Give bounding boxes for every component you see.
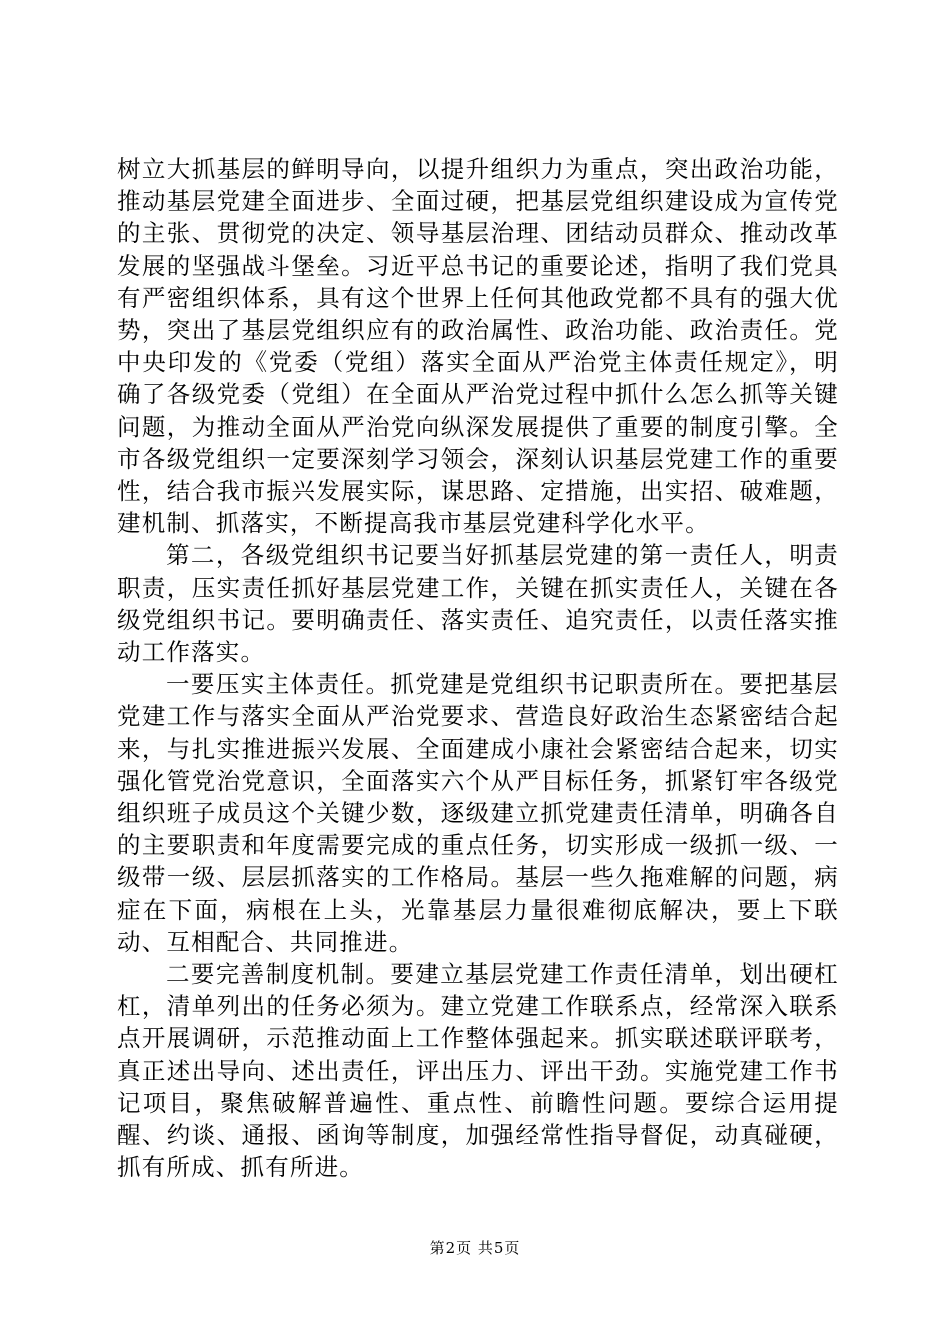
paragraph-second-point: 第二，各级党组织书记要当好抓基层党建的第一责任人，明责职责，压实责任抓好基层党建工作，关键在抓实责任人，关键在各级党组织书记。要明确责任、落实责任、追究责任，以责任落实推动工作落实。	[117, 541, 839, 667]
document-body	[117, 153, 839, 1184]
paragraph-continuation: 树立大抓基层的鲜明导向，以提升组织力为重点，突出政治功能，推动基层党建全面进步、全面过硬，把基层党组织建设成为宣传党的主张、贯彻党的决定、领导基层治理、团结动员群众、推动改革发展的坚强战斗堡垒。习近平总书记的重要论述，指明了我们党具有严密组织体系，具有这个世界上任何其他政党都不具有的强大优势，突出了基层党组织应有的政治属性、政治功能、政治责任。党中央印发的《党委（党组）落实全面从严治党主体责任规定》，明确了各级党委（党组）在全面从严治党过程中抓什么怎么抓等关键问题，为推动全面从严治党向纵深发展提供了重要的制度引擎。全市各级党组织一定要深刻学习领会，深刻认识基层党建工作的重要性，结合我市振兴发展实际，谋思路、定措施，出实招、破难题，建机制、抓落实，不断提高我市基层党建科学化水平。	[117, 155, 839, 538]
paragraph-main-responsibility: 一要压实主体责任。抓党建是党组织书记职责所在。要把基层党建工作与落实全面从严治党要求、营造良好政治生态紧密结合起来，与扎实推进振兴发展、全面建成小康社会紧密结合起来，切实强化管党治党意识，全面落实六个从严目标任务，抓紧钉牢各级党组织班子成员这个关键少数，逐级建立抓党建责任清单，明确各自的主要职责和年度需要完成的重点任务，切实形成一级抓一级、一级带一级、层层抓落实的工作格局。基层一些久拖难解的问题，病症在下面，病根在上头，光靠基层力量很难彻底解决，要上下联动、互相配合、共同推进。	[117, 670, 839, 956]
paragraph-institutional-mechanism: 二要完善制度机制。要建立基层党建工作责任清单，划出硬杠杠，清单列出的任务必须为。建立党建工作联系点，经常深入联系点开展调研，示范推动面上工作整体强起来。抓实联述联评联考，真正述出导向、述出责任，评出压力、评出干劲。实施党建工作书记项目，聚焦破解普遍性、重点性、前瞻性问题。要综合运用提醒、约谈、通报、函询等制度，加强经常性指导督促，动真碰硬，抓有所成、抓有所进。	[117, 960, 839, 1182]
page-number-footer: 第2页 共5页	[429, 1239, 521, 1257]
